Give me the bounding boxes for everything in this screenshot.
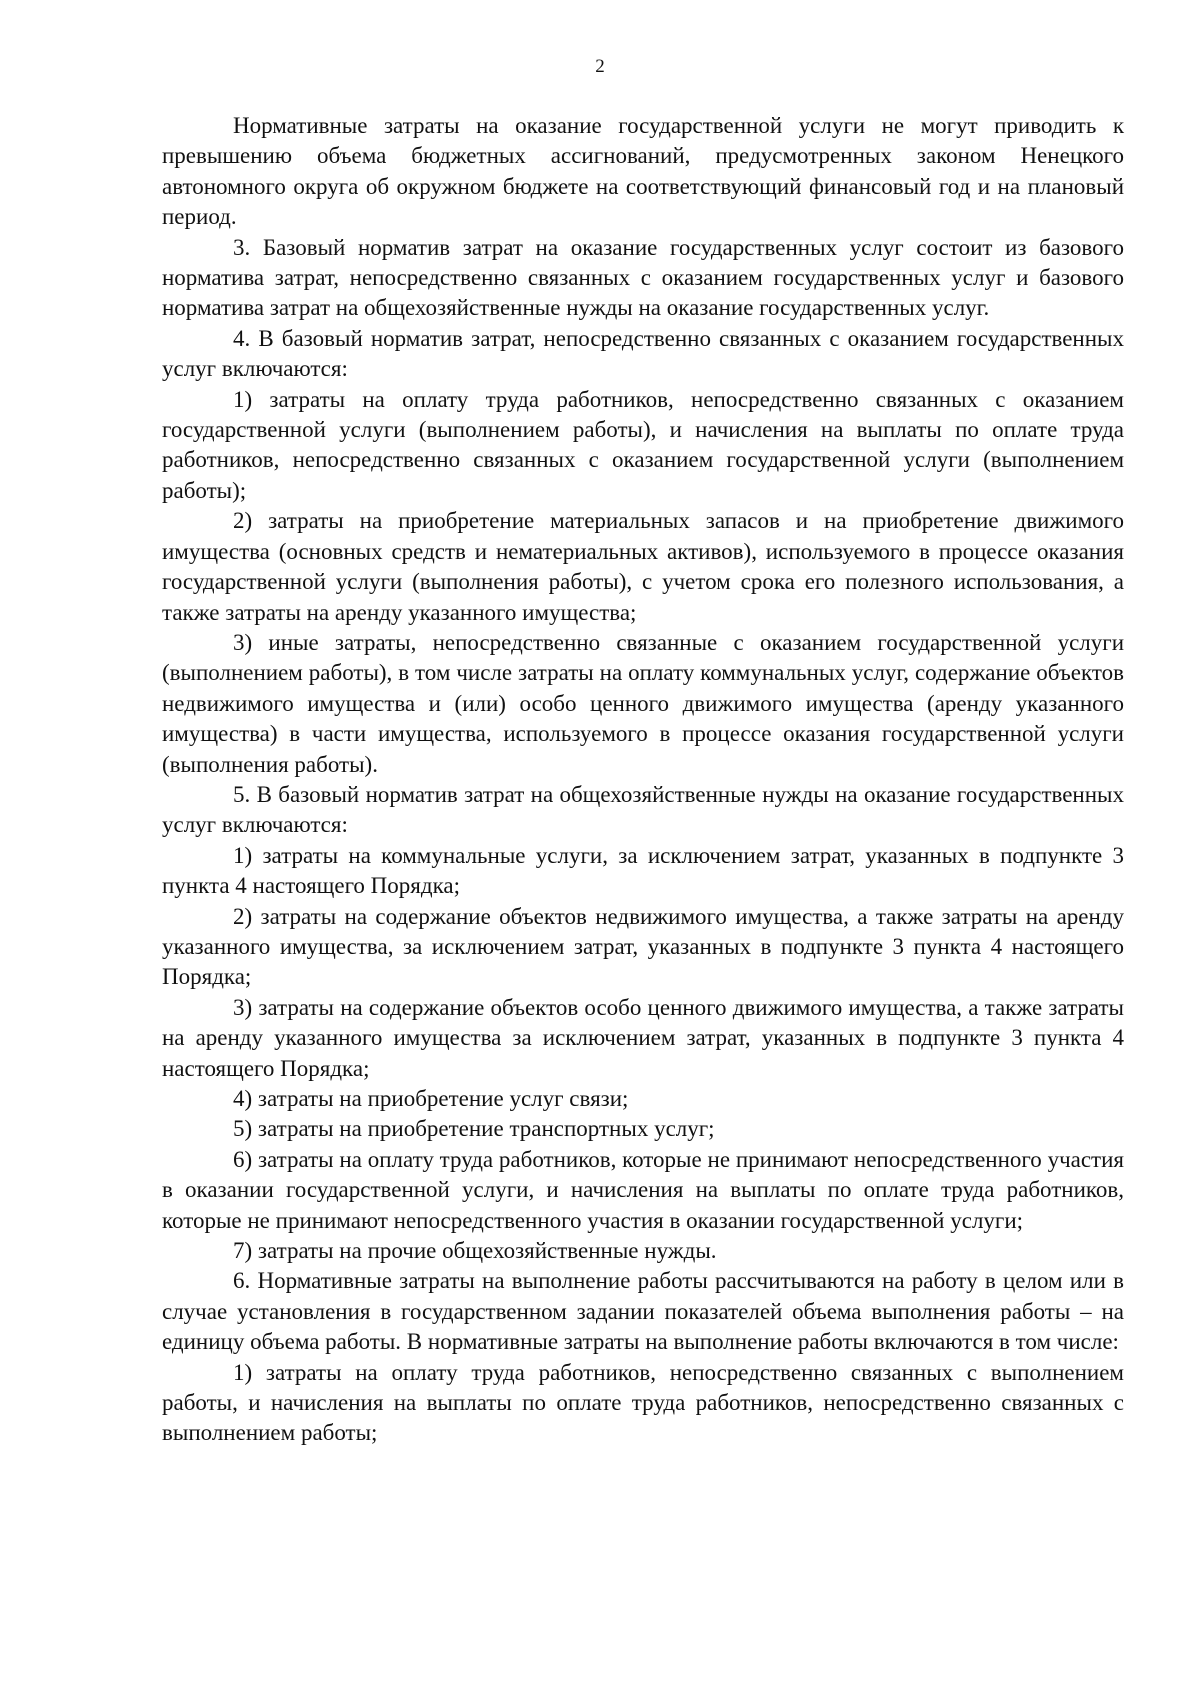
paragraph-5-item-5: 5) затраты на приобретение транспортных услуг; (233, 1116, 715, 1142)
paragraph-4-item-1: 1) затраты на оплату труда работников, непосредственно связанных с оказанием государственной услуги (выполнением работы), и начисления на выплаты по оплате труда работников, непосредственно связанных с оказанием государственной услуги (выполнением работы); (162, 386, 1124, 503)
paragraph-5: 5. В базовый норматив затрат на общехозяйственные нужды на оказание государственных услуг включаются: (162, 781, 1124, 838)
paragraph-normative-costs-limit: Нормативные затраты на оказание государственной услуги не могут приводить к превышению объема бюджетных ассигнований, предусмотренных законом Ненецкого автономного округа об окружном бюджете на соответствующий финансовый год и на плановый период. (162, 113, 1124, 230)
page-number: 2 (595, 56, 605, 77)
paragraph-5-item-2: 2) затраты на содержание объектов недвижимого имущества, а также затраты на аренду указанного имущества, за исключением затрат, указанных в подпункте 3 пункта 4 настоящего Порядка; (162, 903, 1124, 990)
paragraph-5-item-6: 6) затраты на оплату труда работников, которые не принимают непосредственного участия в оказании государственной услуги, и начисления на выплаты по оплате труда работников, которые не принимают непосредственного участия в оказании государственной услуги; (162, 1146, 1124, 1233)
paragraph-5-item-3: 3) затраты на содержание объектов особо ценного движимого имущества, а также затраты на аренду указанного имущества за исключением затрат, указанных в подпункте 3 пункта 4 настоящего Порядка; (162, 994, 1124, 1081)
paragraph-4-item-2: 2) затраты на приобретение материальных запасов и на приобретение движимого имущества (основных средств и нематериальных активов), используемого в процессе оказания государственной услуги (выполнения работы), с учетом срока его полезного использования, а также затраты на аренду указанного имущества; (162, 508, 1124, 625)
paragraph-4-item-3: 3) иные затраты, непосредственно связанные с оказанием государственной услуги (выполнением работы), в том числе затраты на оплату коммунальных услуг, содержание объектов недвижимого имущества и (или) особо ценного движимого имущества (аренду указанного имущества) в части имущества, используемого в процессе оказания государственной услуги (выполнения работы). (162, 629, 1124, 777)
paragraph-6-item-1: 1) затраты на оплату труда работников, непосредственно связанных с выполнением работы, и начисления на выплаты по оплате труда работников, непосредственно связанных с выполнением работы; (162, 1359, 1124, 1446)
paragraph-6: 6. Нормативные затраты на выполнение работы рассчитываются на работу в целом или в случае установления в государственном задании показателей объема выполнения работы – на единицу объема работы. В нормативные затраты на выполнение работы включаются в том числе: (162, 1268, 1124, 1355)
paragraph-3: 3. Базовый норматив затрат на оказание государственных услуг состоит из базового норматива затрат, непосредственно связанных с оказанием государственных услуг и базового норматива затрат на общехозяйственные нужды на оказание государственных услуг. (162, 234, 1124, 321)
document-body (162, 111, 1124, 1449)
paragraph-5-item-4: 4) затраты на приобретение услуг связи; (233, 1086, 629, 1111)
paragraph-4: 4. В базовый норматив затрат, непосредственно связанных с оказанием государственных услуг включаются: (162, 325, 1124, 382)
paragraph-5-item-1: 1) затраты на коммунальные услуги, за исключением затрат, указанных в подпункте 3 пункта 4 настоящего Порядка; (162, 842, 1124, 899)
paragraph-5-item-7: 7) затраты на прочие общехозяйственные нужды. (233, 1238, 717, 1264)
